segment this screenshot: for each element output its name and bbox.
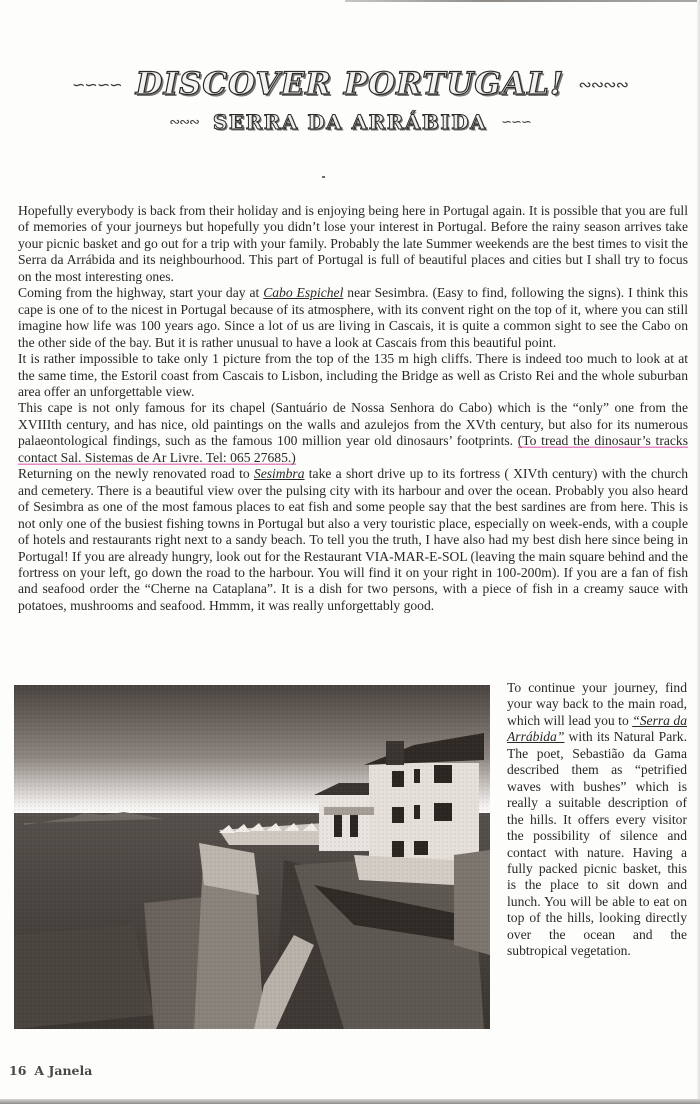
text: near Sesimbra. (Easy to find, following the signs). I think this cape is one of to the nicest in Portugal because of its atmosphere, with its convent right on the top of it, where you can still imagine how life was 100 years ago. Since a lot of us are living in Cascais, it is quite a common sight to see the Cabo on the other side of the bay. But it is rather unusual to have a look at Cascais from this beautiful point. xyxy=(18,285,689,350)
sidebar-column-text xyxy=(507,680,687,960)
print-speck xyxy=(322,176,325,178)
subtitle-row xyxy=(0,110,700,134)
fortress-photo xyxy=(14,685,490,1029)
article-body xyxy=(18,203,688,614)
text: Coming from the highway, start your day at xyxy=(18,285,264,301)
page-bottom-edge xyxy=(0,1099,700,1104)
text: with its Natural Park. The poet, Sebastião da Gama described them as “petrified waves with bushes” which is really a suitable description of the hills. It offers every visitor the possibility of silence and contact with nature. Having a fully packed picnic basket, this is the place to sit down and lunch. You will be able to eat on top of the hills, looking directly over the ocean and the subtropical vegetation. xyxy=(507,729,687,959)
page-footer xyxy=(9,1063,92,1078)
text: Returning on the newly renovated road to xyxy=(18,466,254,482)
page-subtitle: SERRA DA ARRÁBIDA xyxy=(212,110,488,134)
page-number: 16 xyxy=(9,1063,27,1078)
page-top-edge xyxy=(345,0,700,2)
link-sesimbra[interactable]: Sesimbra xyxy=(253,466,305,482)
text: This cape is not only famous for its chapel (Santuário de Nossa Senhora do Cabo) which is the “only” one from the XVIIIth century, and has nice, old paintings on the walls and azulejos from the XVth century, but also for its numerous palaeontological findings, such as the famous 100 million year old dinosaurs’ footprints. xyxy=(18,400,688,449)
paragraph-cliffs: It is rather impossible to take only 1 picture from the top of the 135 m high cliffs. There is indeed too much to look at at the same time, the Estoril coast from Cascais to Lisbon, including the Bridge as well as Cristo Rei and the whole suburban area offer an unforgettable view. xyxy=(18,351,688,399)
photo-image xyxy=(14,685,490,1029)
paragraph-intro: Hopefully everybody is back from their holiday and is enjoying being here in Portugal again. It is possible that you are full of memories of your journeys but hopefully you didn’t lose your interest in Portugal. Before the rainy season arrives take your picnic basket and go out for a trip with your family. Probably the late Summer weekends are the best times to visit the Serra da Arrábida and its neighbourhood. This part of Portugal is full of beautiful places and cities but I shall try to focus on the most interesting ones. xyxy=(18,203,688,284)
text: take a short drive up to its fortress ( XIVth century) with the church and cemetery. There is a beautiful view over the pulsing city with its harbour and over the ocean. Probably you also heard of Sesimbra as one of the most famous places to eat fish and some people say that the best sardines are from here. This is not only one of the busiest fishing towns in Portugal but also a very touristic place, especially on week-ends, with a couple of hotels and restaurants right next to a sandy beach. To tell you the truth, I have also had my best dish here since being in Portugal! If you are already hungry, look out for the Restaurant VIA-MAR-E-SOL (leaving the main square behind and the fortress on your left, go down the road to the harbour. You will find it on your right in 100-200m). If you are a fan of fish and seafood order the “Cherne na Cataplana”. It is a dish for two persons, with a piece of fish in a creamy sauce with potatoes, mushrooms and seafood. Hmmm, it was really unforgettably good. xyxy=(18,466,688,613)
flourish-ornament-icon: ∾∾∾∾ xyxy=(578,74,628,94)
link-cabo-espichel[interactable]: Cabo Espichel xyxy=(263,285,344,301)
flourish-ornament-icon: ∽∽∽ xyxy=(501,114,531,130)
text: To continue your journey, find your way back to the main road, which will lead you to xyxy=(507,680,687,728)
paragraph-serra-arrabida xyxy=(507,680,687,960)
paragraph-sesimbra xyxy=(18,466,688,614)
publication-name: A Janela xyxy=(34,1063,93,1078)
page-title: DISCOVER PORTUGAL! xyxy=(135,66,565,102)
link-serra-da-arrabida[interactable]: “Serra da Arrábida” xyxy=(507,712,687,745)
paragraph-chapel xyxy=(18,400,688,466)
paragraph-cabo-espichel xyxy=(18,285,688,351)
flourish-ornament-icon: ∽∽∽∽ xyxy=(72,74,122,94)
highlighted-contact-note: (To tread the dinosaur’s tracks contact Sal. Sistemas de Ar Livre. Tel: 065 27685.) xyxy=(18,433,688,465)
title-row xyxy=(0,66,700,102)
flourish-ornament-icon: ∾∾∾ xyxy=(169,114,199,130)
